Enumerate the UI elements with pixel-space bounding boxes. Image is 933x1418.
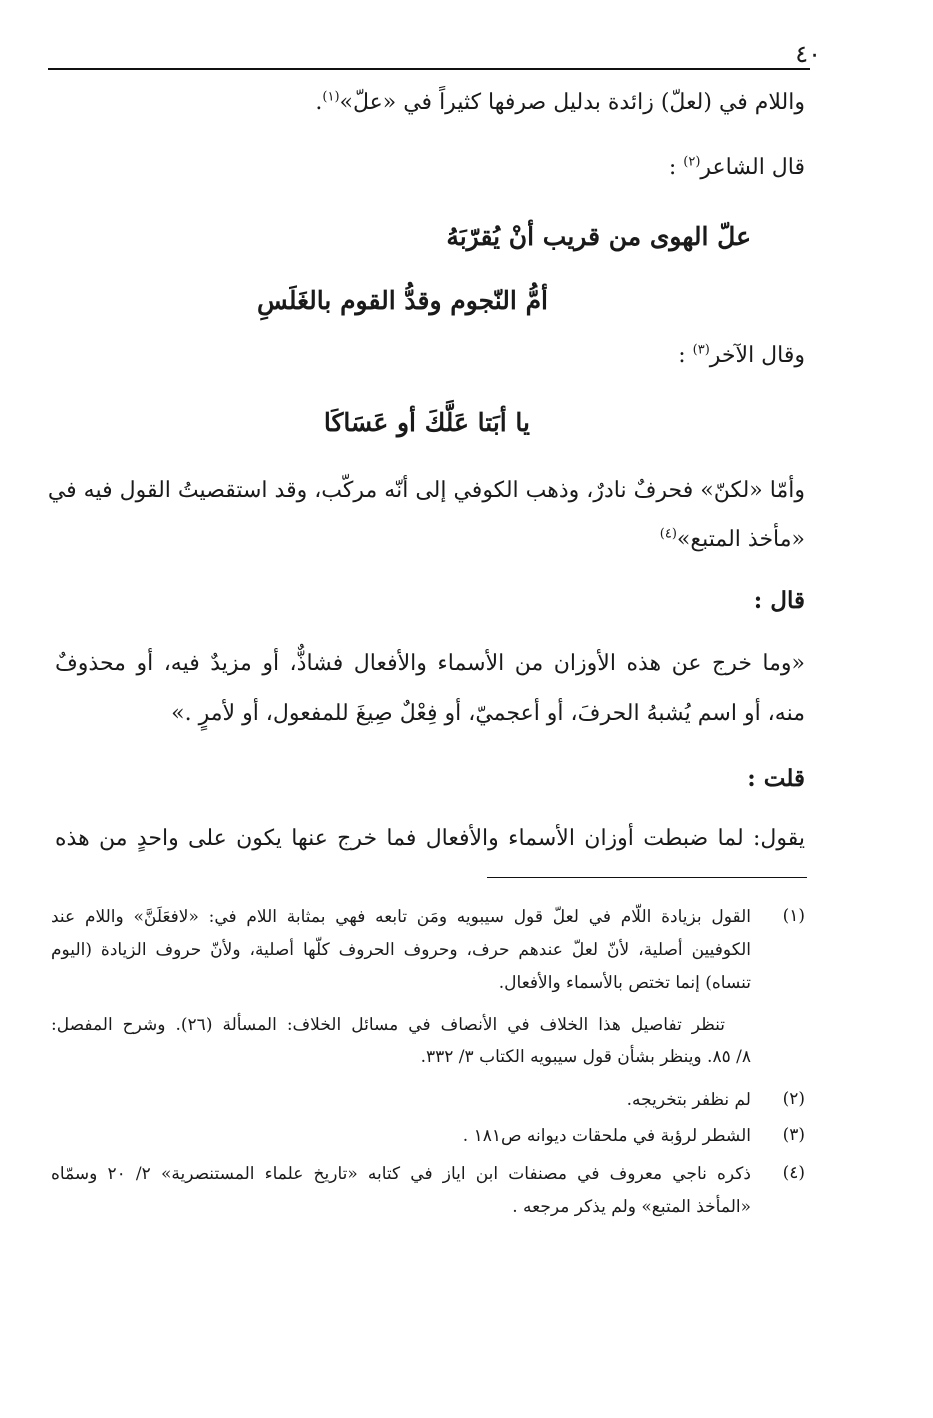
footnote-4-number: (٤): [782, 1163, 805, 1183]
quote-line-2: منه، أو اسم يُشبهُ الحرفَ، أو أعجميّ، أو فِعْلٌ صِيغَ للمفعول، أو لأمرٍ .»: [171, 701, 805, 726]
quote-line-1: «وما خرج عن هذه الأوزان من الأسماء والأفعال فشاذٌّ، أو مزيدٌ فيه، أو محذوفٌ: [55, 651, 805, 676]
paragraph-lakinna-line-2: [660, 527, 805, 553]
colon: :: [668, 155, 684, 180]
verse-1-second-hemistich: أمُّ النّجوم وقدُّ القوم بالغَلَسِ: [256, 286, 548, 315]
footnote-1-line-3: تنساه) إنما تختص بالأسماء والأفعال.: [498, 973, 751, 993]
footnote-1-number: (١): [782, 906, 805, 926]
period: .: [315, 90, 323, 115]
footnote-ref-2: (٢): [683, 154, 701, 170]
footnote-3-number: (٣): [782, 1125, 805, 1145]
verse-2: يا أبَتا عَلَّكَ أو عَسَاكَا: [323, 408, 530, 437]
poet-intro-text: قال الشاعر: [700, 155, 805, 180]
page-number: ٤٠: [795, 40, 821, 68]
body-last-line: يقول: لما ضبطت أوزان الأسماء والأفعال فما خرج عنها يكون على واحدٍ من هذه: [55, 826, 805, 851]
other-poet-intro: [678, 343, 805, 369]
footnote-1-line-4: تنظر تفاصيل هذا الخلاف في الأنصاف في مسائل الخلاف: المسألة (٢٦). وشرح المفصل:: [51, 1015, 725, 1035]
paragraph-lakinna-line-1: وأمّا «لكنّ» فحرفٌ نادرٌ، وذهب الكوفي إلى أنّه مركّب، وقد استقصيتُ القول فيه في: [47, 478, 805, 503]
footnote-1-line-1: القول بزيادة اللّام في لعلّ قول سيبويه ومَن تابعه فهي بمثابة اللام في: «لافعَلَنَّ» واللام عند: [51, 907, 751, 927]
footnote-ref-4: (٤): [659, 526, 677, 542]
verse-1-first-hemistich: علّ الهوى من قريب أنْ يُقرّبَهُ: [446, 222, 751, 251]
footnote-4-line-1: ذكره ناجي معروف في مصنفات ابن اياز في كتابه «تاريخ علماء المستنصرية» ٢/ ٢٠ وسمّاه: [51, 1164, 751, 1184]
colon: :: [678, 343, 693, 368]
footnote-1-line-5: ٨/ ٨٥. وينظر بشأن قول سيبويه الكتاب ٣/ ٣٣٢.: [420, 1047, 751, 1067]
other-intro-text: وقال الآخر: [709, 343, 805, 368]
heading-qultu: قلت :: [747, 765, 805, 792]
footnote-1-line-2: الكوفيين أصلية، لأنّ لعلّ عندهم حرف، وحروف الحروف كلّها أصلية، ولأنّ حروف الزيادة (اليوم: [51, 940, 751, 960]
footnote-separator: [487, 877, 807, 878]
footnote-2-number: (٢): [782, 1089, 805, 1109]
header-rule: [48, 68, 810, 70]
heading-qal: قال :: [753, 587, 805, 614]
body-line-1: [315, 90, 805, 116]
footnote-3-text: الشطر لرؤبة في ملحقات ديوانه ص١٨١ .: [462, 1126, 751, 1146]
footnote-2-text: لم نظفر بتخريجه.: [626, 1090, 751, 1110]
body-line-1-text: واللام في (لعلّ) زائدة بدليل صرفها كثيراً في «علّ»: [339, 90, 805, 115]
footnote-4-line-2: «المأخذ المتبع» ولم يذكر مرجعه .: [512, 1197, 751, 1217]
poet-intro: [669, 155, 805, 181]
footnote-ref-3: (٣): [692, 342, 710, 358]
book-title-mentioned: «مأخذ المتبع»: [676, 527, 805, 552]
footnote-ref-1: (١): [322, 89, 340, 105]
